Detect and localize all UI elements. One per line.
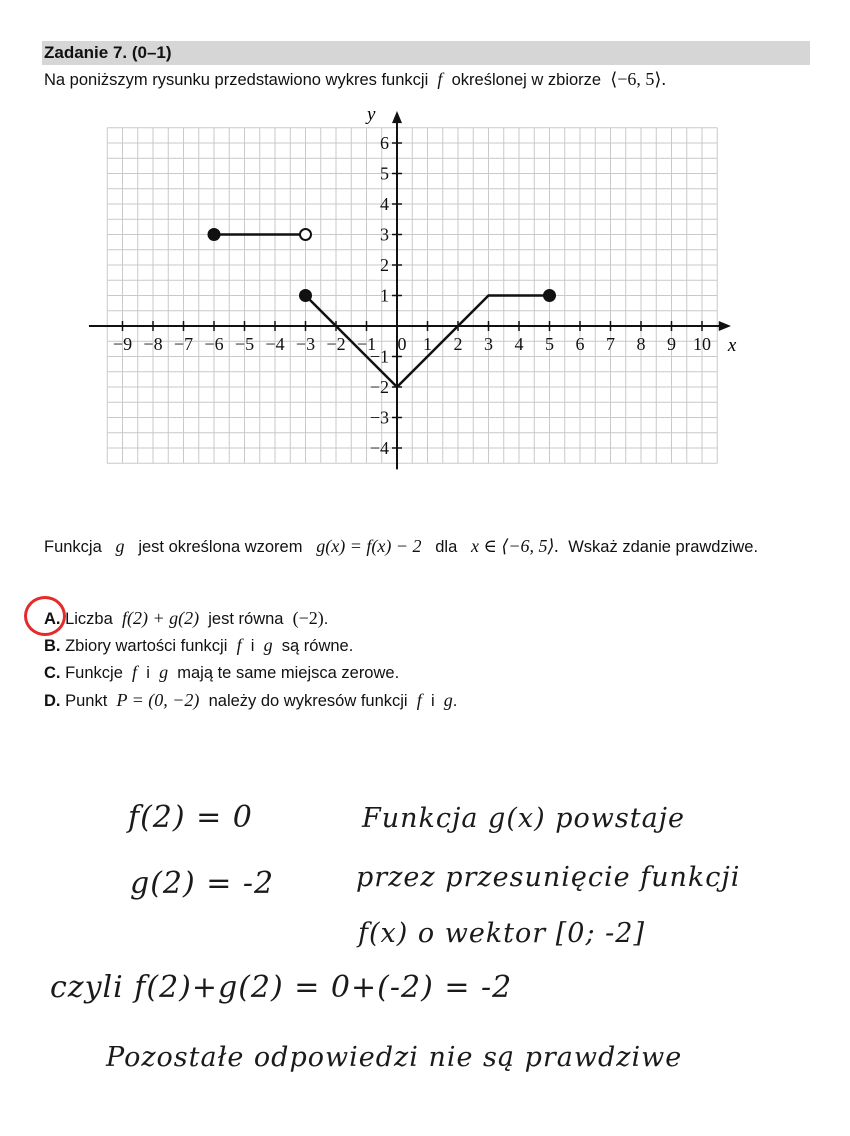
question-part: jest określona wzorem <box>138 538 303 556</box>
x-tick-label: 0 <box>397 334 407 354</box>
option-text: Punkt <box>65 692 108 710</box>
option-letter: B. <box>44 637 61 655</box>
question-g: g <box>115 536 125 556</box>
x-axis-label: x <box>727 335 737 356</box>
x-axis-arrow <box>719 321 731 331</box>
option-math: f <box>236 635 242 655</box>
option-text: jest równa <box>208 610 284 628</box>
option-math: g <box>443 690 453 710</box>
y-tick-label: 6 <box>380 133 389 153</box>
option-text: i <box>250 637 255 655</box>
x-tick-label: −5 <box>234 334 255 354</box>
y-tick-label: −1 <box>369 346 389 367</box>
intro-domain: ⟨−6, 5⟩. <box>610 69 666 89</box>
x-tick-label: 6 <box>575 334 585 354</box>
y-tick-label: 2 <box>380 255 389 275</box>
option-math: f <box>416 690 422 710</box>
x-tick-label: 7 <box>606 334 615 354</box>
x-tick-label: −6 <box>204 334 224 354</box>
question-part: Wskaż zdanie prawdziwe. <box>568 538 759 556</box>
option-math: g <box>263 635 273 655</box>
question-part: dla <box>435 538 458 556</box>
handwriting-f2: f(2) = 0 <box>128 800 253 835</box>
x-tick-label: 5 <box>545 334 554 354</box>
y-axis-arrow <box>392 111 402 123</box>
task-header: Zadanie 7. (0–1) <box>42 41 810 65</box>
option-text: Funkcje <box>65 664 123 682</box>
option-letter: A. <box>44 610 61 628</box>
question-part: Funkcja <box>44 538 102 556</box>
x-tick-label: −4 <box>265 334 285 354</box>
open-endpoint <box>300 229 311 240</box>
question-domain: x ∈ ⟨−6, 5⟩. <box>471 536 560 556</box>
x-tick-label: 2 <box>453 334 463 354</box>
handwriting-explanation-1: Funkcja g(x) powstaje <box>362 803 686 834</box>
y-tick-label: −3 <box>369 407 389 428</box>
y-axis-label: y <box>367 108 376 126</box>
x-tick-label: 9 <box>667 334 676 354</box>
task-intro <box>44 69 666 90</box>
y-tick-label: 4 <box>380 194 389 214</box>
y-tick-label: −4 <box>369 438 389 458</box>
handwriting-conclusion: Pozostałe odpowiedzi nie są prawdziwe <box>106 1042 683 1073</box>
x-tick-label: 4 <box>514 334 524 354</box>
option-text: są równe. <box>281 637 354 655</box>
option-text: i <box>430 692 435 710</box>
question-text <box>44 533 809 561</box>
closed-endpoint <box>300 290 311 301</box>
x-tick-label: 10 <box>693 334 711 354</box>
option-letter: C. <box>44 664 61 682</box>
option-a[interactable] <box>44 608 328 629</box>
x-tick-label: 1 <box>423 334 432 354</box>
option-c[interactable] <box>44 662 399 683</box>
intro-middle: określonej w zbiorze <box>451 71 602 89</box>
option-text: Liczba <box>65 610 113 628</box>
option-text: . <box>452 692 458 710</box>
handwriting-explanation-2: przez przesunięcie funkcji <box>356 862 741 893</box>
option-letter: D. <box>44 692 61 710</box>
handwriting-calculation: czyli f(2)+g(2) = 0+(-2) = -2 <box>50 970 513 1005</box>
y-tick-label: 1 <box>380 285 389 306</box>
option-math: f <box>132 662 138 682</box>
x-tick-label: −1 <box>356 334 377 354</box>
option-math: (−2) <box>292 608 324 628</box>
option-text: należy do wykresów funkcji <box>208 692 408 710</box>
x-tick-label: 8 <box>636 334 646 354</box>
option-math: f(2) + g(2) <box>121 608 200 628</box>
x-tick-label: −3 <box>295 334 316 354</box>
y-tick-label: 5 <box>380 163 389 184</box>
intro-f: f <box>437 69 443 89</box>
handwriting-g2: g(2) = -2 <box>130 866 275 901</box>
x-tick-label: −7 <box>173 334 194 354</box>
option-math: g <box>159 662 169 682</box>
option-math: P = (0, −2) <box>116 690 200 710</box>
question-formula: g(x) = f(x) − 2 <box>316 536 422 556</box>
x-tick-label: −8 <box>143 334 163 354</box>
intro-text: Na poniższym rysunku przedstawiono wykres funkcji <box>44 71 429 89</box>
x-tick-label: −9 <box>112 334 133 354</box>
option-text: mają te same miejsca zerowe. <box>177 664 400 682</box>
function-graph <box>80 108 740 478</box>
option-d[interactable] <box>44 690 457 711</box>
option-text: i <box>146 664 150 682</box>
option-text: . <box>323 610 329 628</box>
option-text: Zbiory wartości funkcji <box>65 637 228 655</box>
x-tick-label: 3 <box>484 334 493 354</box>
x-tick-label: −2 <box>326 334 346 354</box>
closed-endpoint <box>209 229 220 240</box>
y-tick-label: −2 <box>369 377 389 397</box>
y-tick-label: 3 <box>380 224 389 245</box>
handwriting-explanation-3: f(x) o wektor [0; -2] <box>358 918 645 949</box>
option-b[interactable] <box>44 635 353 656</box>
closed-endpoint <box>544 290 555 301</box>
